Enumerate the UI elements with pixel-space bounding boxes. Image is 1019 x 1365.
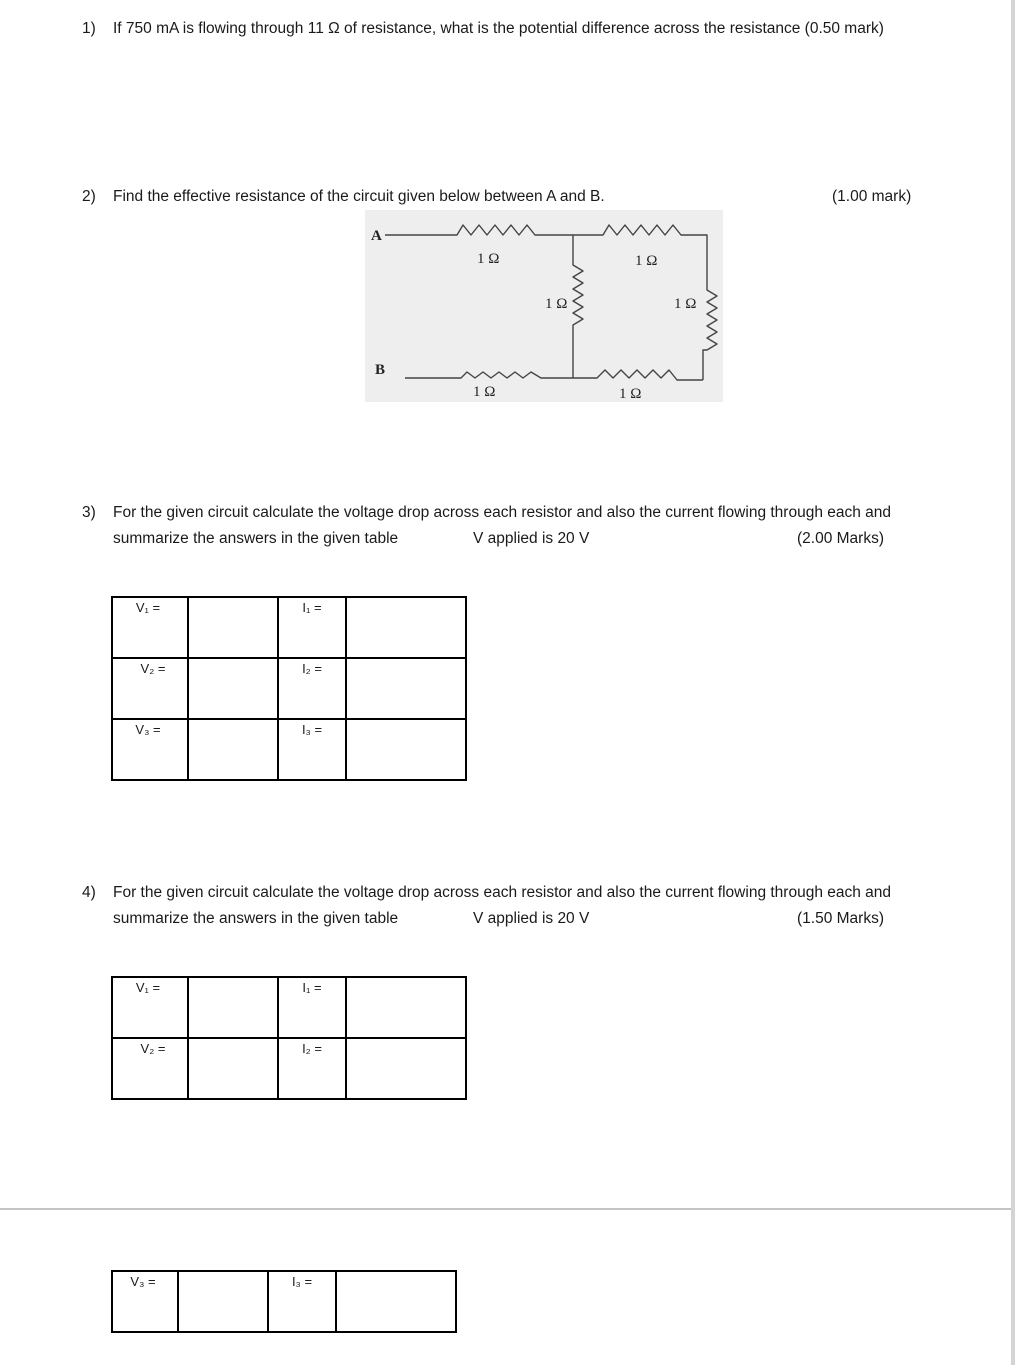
table-row [112, 597, 466, 658]
wire-right-vertical [703, 270, 717, 380]
voltage-label: V₁ = [112, 597, 188, 658]
table-row [112, 658, 466, 719]
question-3-text-line1: For the given circuit calculate the voltage drop across each resistor and also the current flowing through each and [113, 504, 892, 521]
current-answer-cell[interactable] [346, 597, 466, 658]
current-label: I₁ = [278, 597, 346, 658]
current-answer-cell[interactable] [346, 1038, 466, 1099]
question-4-answer-table [111, 976, 467, 1100]
resistor-label-top-right: 1 Ω [635, 253, 658, 269]
question-4-text-line1: For the given circuit calculate the voltage drop across each resistor and also the current flowing through each and [113, 884, 892, 901]
page-edge-shadow [1011, 0, 1015, 1365]
current-answer-cell[interactable] [346, 658, 466, 719]
question-4-applied-voltage: V applied is 20 V [473, 910, 590, 927]
question-3-answer-table [111, 596, 467, 781]
voltage-answer-cell[interactable] [188, 1038, 278, 1099]
question-4-answer-table-continued [111, 1270, 457, 1333]
page-break-divider [0, 1208, 1011, 1210]
resistor-circuit-diagram [365, 210, 723, 402]
question-3-number: 3) [82, 504, 96, 521]
current-label: I₃ = [278, 719, 346, 780]
resistor-label-bottom-right: 1 Ω [619, 386, 642, 402]
wire-bottom [405, 353, 703, 380]
voltage-answer-cell[interactable] [188, 658, 278, 719]
voltage-label: V₁ = [112, 977, 188, 1038]
question-3-applied-voltage: V applied is 20 V [473, 530, 590, 547]
voltage-label: V₃ = [112, 719, 188, 780]
wire-top [385, 225, 707, 270]
voltage-label: V₃ = [112, 1271, 178, 1332]
question-4-number: 4) [82, 884, 96, 901]
resistor-label-top-left: 1 Ω [477, 251, 500, 267]
voltage-answer-cell[interactable] [178, 1271, 268, 1332]
table-row [112, 1271, 456, 1332]
voltage-answer-cell[interactable] [188, 977, 278, 1038]
question-1-number: 1) [82, 20, 96, 37]
question-2-number: 2) [82, 188, 96, 205]
question-2-text: Find the effective resistance of the circuit given below between A and B. [113, 188, 605, 205]
resistor-label-right: 1 Ω [674, 296, 697, 312]
current-answer-cell[interactable] [346, 977, 466, 1038]
question-3-text-line2: summarize the answers in the given table [113, 530, 399, 547]
voltage-answer-cell[interactable] [188, 719, 278, 780]
question-4-marks: (1.50 Marks) [797, 910, 884, 927]
wire-middle-vertical [573, 235, 583, 353]
current-label: I₂ = [278, 1038, 346, 1099]
resistor-label-middle: 1 Ω [545, 296, 568, 312]
table-row [112, 977, 466, 1038]
question-3-marks: (2.00 Marks) [797, 530, 884, 547]
question-1-text: If 750 mA is flowing through 11 Ω of resistance, what is the potential difference across the resistance (0.50 mark) [113, 20, 884, 37]
current-answer-cell[interactable] [336, 1271, 456, 1332]
voltage-label: V₂ = [112, 1038, 188, 1099]
table-row [112, 719, 466, 780]
current-label: I₂ = [278, 658, 346, 719]
current-answer-cell[interactable] [346, 719, 466, 780]
terminal-b-label: B [375, 362, 386, 378]
question-4-text-line2: summarize the answers in the given table [113, 910, 399, 927]
current-label: I₃ = [268, 1271, 336, 1332]
question-2-marks: (1.00 mark) [832, 188, 912, 205]
terminal-a-label: A [371, 228, 382, 244]
current-label: I₁ = [278, 977, 346, 1038]
voltage-label: V₂ = [112, 658, 188, 719]
table-row [112, 1038, 466, 1099]
voltage-answer-cell[interactable] [188, 597, 278, 658]
resistor-label-bottom-left: 1 Ω [473, 384, 496, 400]
